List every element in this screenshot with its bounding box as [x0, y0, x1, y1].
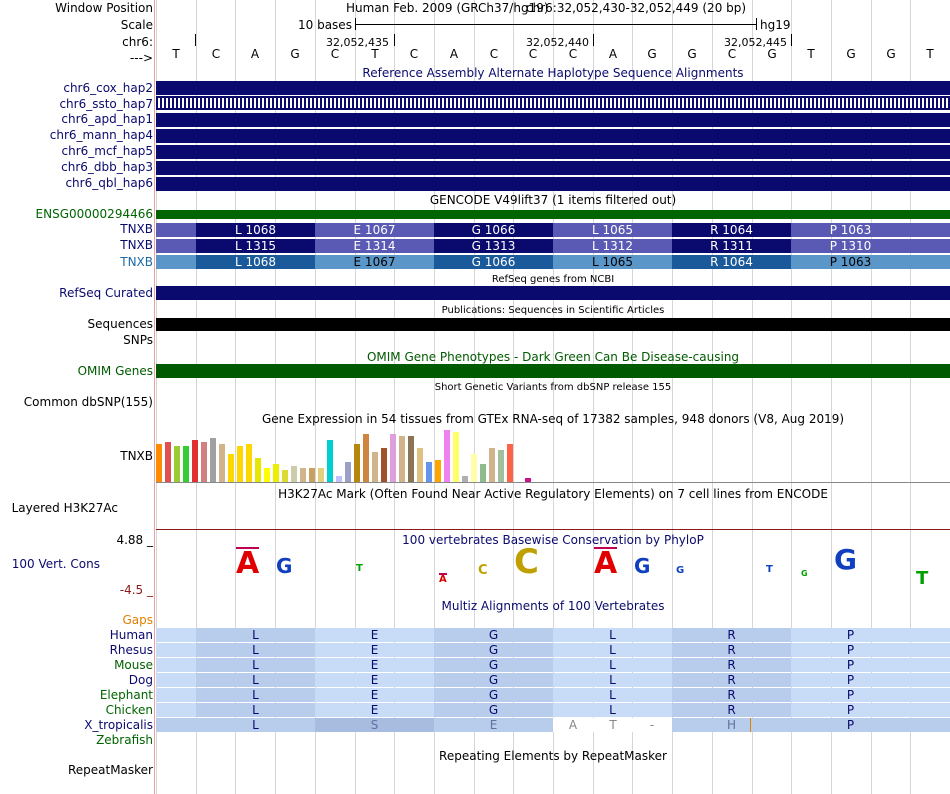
scale-bases: 10 bases [298, 18, 352, 32]
gtex-tissue-bar[interactable] [381, 448, 387, 482]
multiz-aa: L [609, 643, 616, 657]
multiz-aa: R [672, 628, 791, 642]
multiz-aa: R [672, 658, 791, 672]
hap-label-dbb[interactable]: chr6_dbb_hap3 [61, 160, 153, 174]
species-rhesus[interactable]: Rhesus [109, 643, 153, 657]
xtrop-aa: S [315, 718, 434, 732]
base-letter: C [727, 47, 737, 61]
base-letter: T [926, 47, 934, 61]
gtex-tissue-bar[interactable] [363, 434, 369, 482]
tnxb-codon[interactable]: E 1314 [315, 239, 434, 253]
snps-label[interactable]: SNPs [123, 333, 153, 347]
cons-top-value: 4.88 _ [116, 533, 153, 547]
hap-label-qbl[interactable]: chr6_qbl_hap6 [65, 176, 153, 190]
multiz-aa: G [434, 688, 553, 702]
gtex-gene-label[interactable]: TNXB [120, 449, 153, 463]
gtex-tissue-bar[interactable] [345, 462, 351, 482]
gtex-expression-bars[interactable] [156, 428, 536, 482]
alt-haplo-title[interactable]: Reference Assembly Alternate Haplotype Sequence Alignments [362, 66, 744, 80]
repeat-title[interactable]: Repeating Elements by RepeatMasker [439, 749, 667, 763]
refseq-bar[interactable] [156, 286, 950, 300]
hap-label-ssto[interactable]: chr6_ssto_hap7 [59, 97, 153, 111]
gtex-tissue-bar[interactable] [471, 454, 477, 482]
track-display-area[interactable] [156, 0, 950, 794]
tnxb-codon[interactable]: L 1315 [196, 239, 315, 253]
hap-label-cox[interactable]: chr6_cox_hap2 [63, 81, 153, 95]
tnxb-codon[interactable]: P 1310 [791, 239, 910, 253]
base-letter: C [528, 47, 538, 61]
multiz-row[interactable] [156, 643, 950, 657]
hap-bar-ssto[interactable] [156, 96, 950, 110]
base-letter: G [290, 47, 300, 61]
cons-label[interactable]: 100 Vert. Cons [11, 557, 100, 571]
phylop-logo-letter: A [594, 546, 618, 581]
xtrop-aa: H [672, 718, 791, 732]
repeatmasker-label[interactable]: RepeatMasker [67, 763, 153, 777]
multiz-aa: P [846, 688, 855, 702]
gtex-tissue-bar[interactable] [318, 468, 324, 482]
xtrop-aa: T [593, 718, 633, 732]
tnxb-row-3[interactable] [156, 255, 950, 269]
gtex-tissue-bar[interactable] [273, 464, 279, 482]
hap-label-mcf[interactable]: chr6_mcf_hap5 [61, 144, 153, 158]
gtex-tissue-bar[interactable] [183, 446, 189, 482]
gtex-tissue-bar[interactable] [219, 444, 225, 482]
gtex-tissue-bar[interactable] [309, 468, 315, 482]
tnxb-row-1[interactable] [156, 223, 950, 237]
gtex-tissue-bar[interactable] [489, 448, 495, 482]
species-dog[interactable]: Dog [128, 673, 153, 687]
sequences-bar[interactable] [156, 318, 950, 331]
coord-tick [791, 34, 792, 46]
multiz-aa: L [609, 703, 616, 717]
multiz-row[interactable] [156, 673, 950, 687]
tnxb-codon[interactable]: R 1311 [672, 239, 791, 253]
base-letter: G [767, 47, 777, 61]
multiz-aa: E [370, 628, 379, 642]
base-letter: G [647, 47, 657, 61]
tnxb-codon[interactable]: L 1068 [196, 255, 315, 269]
multiz-aa: L [196, 658, 315, 672]
tnxb-label-3[interactable]: TNXB [120, 255, 153, 269]
multiz-aa: E [370, 658, 379, 672]
gtex-tissue-bar[interactable] [165, 442, 171, 482]
multiz-aa: E [370, 643, 379, 657]
scale-db: hg19 [760, 18, 791, 32]
species-mouse[interactable]: Mouse [114, 658, 153, 672]
multiz-aa: L [196, 703, 315, 717]
base-letter: T [807, 47, 815, 61]
xtrop-aa: - [632, 718, 672, 732]
multiz-aa: L [196, 673, 315, 687]
xtrop-aa: P [846, 718, 855, 732]
coord-tick [394, 34, 395, 46]
scale-label: Scale [120, 18, 153, 32]
tnxb-codon[interactable]: E 1067 [315, 255, 434, 269]
dbsnp-label[interactable]: Common dbSNP(155) [23, 395, 153, 409]
gtex-tissue-bar[interactable] [372, 452, 378, 482]
h3k27-title[interactable]: H3K27Ac Mark (Often Found Near Active Regulatory Elements) on 7 cell lines from ENCODE [278, 487, 828, 501]
coord-tick [593, 34, 594, 46]
base-letter: C [409, 47, 419, 61]
multiz-aa: P [846, 628, 855, 642]
gtex-tissue-bar[interactable] [498, 450, 504, 482]
coord-3: 32,052,445 [724, 36, 787, 49]
species-zebrafish[interactable]: Zebrafish [96, 733, 153, 747]
tnxb-codon[interactable]: R 1064 [672, 223, 791, 237]
xtrop-aa: L [252, 718, 259, 732]
hap-bar-cox[interactable] [156, 81, 950, 95]
hap-bar-mcf[interactable] [156, 145, 950, 159]
gtex-tissue-bar[interactable] [237, 446, 243, 482]
tnxb-row-2[interactable] [156, 239, 950, 253]
multiz-row[interactable] [156, 688, 950, 702]
gtex-tissue-bar[interactable] [480, 464, 486, 482]
gtex-tissue-bar[interactable] [354, 444, 360, 482]
gtex-tissue-bar[interactable] [156, 444, 162, 482]
multiz-aa: G [434, 658, 553, 672]
chr-label: chr6: [122, 35, 153, 49]
phylop-logo-letter: G [801, 569, 808, 578]
multiz-aa: E [370, 688, 379, 702]
gtex-title[interactable]: Gene Expression in 54 tissues from GTEx RNA-seq of 17382 samples, 948 donors (V8, Aug 2019) [261, 412, 845, 426]
coord-2: 32,052,440 [526, 36, 589, 49]
tnxb-label-2[interactable]: TNXB [120, 238, 153, 252]
base-letter: T [371, 47, 379, 61]
base-letter: A [449, 47, 459, 61]
multiz-aa: L [609, 658, 616, 672]
phylop-logo-letter: G [834, 543, 857, 576]
base-letter: C [489, 47, 499, 61]
gtex-tissue-bar[interactable] [282, 470, 288, 482]
base-letter: C [211, 47, 221, 61]
gtex-tissue-bar[interactable] [300, 468, 306, 482]
tnxb-codon[interactable]: G 1066 [434, 223, 553, 237]
sequences-label[interactable]: Sequences [87, 317, 153, 331]
multiz-aa: R [672, 643, 791, 657]
tnxb-codon[interactable]: G 1066 [434, 255, 553, 269]
multiz-aa: L [609, 688, 616, 702]
h3k27-label[interactable]: Layered H3K27Ac [11, 501, 118, 515]
multiz-aa: L [196, 688, 315, 702]
tnxb-codon[interactable]: P 1063 [791, 255, 910, 269]
hap-bar-apd[interactable] [156, 113, 950, 127]
gtex-tissue-bar[interactable] [444, 430, 450, 482]
multiz-aa: P [846, 673, 855, 687]
multiz-row[interactable] [156, 718, 950, 732]
scale-bar [355, 18, 757, 30]
gencode-title[interactable]: GENCODE V49lift37 (1 items filtered out) [429, 193, 677, 207]
base-letter: G [687, 47, 697, 61]
omim-title[interactable]: OMIM Gene Phenotypes - Dark Green Can Be Disease-causing [366, 350, 740, 364]
gtex-tissue-bar[interactable] [255, 458, 261, 482]
multiz-aa: G [434, 673, 553, 687]
track-label-column [0, 0, 155, 794]
gtex-tissue-bar[interactable] [390, 434, 396, 482]
xtrop-aa: A [553, 718, 593, 732]
ensg-label[interactable]: ENSG00000294466 [35, 207, 153, 221]
multiz-aa: P [846, 643, 855, 657]
tnxb-label-1[interactable]: TNXB [120, 222, 153, 236]
gtex-tissue-bar[interactable] [210, 438, 216, 482]
dbsnp-title[interactable]: Short Genetic Variants from dbSNP release 155 [434, 382, 672, 393]
phylop-logo-letter: G [276, 554, 293, 578]
multiz-aa: R [672, 673, 791, 687]
strand-arrow-label: ---> [129, 51, 153, 65]
window-position-label: Window Position [55, 1, 153, 15]
gtex-tissue-bar[interactable] [399, 436, 405, 482]
omim-bar[interactable] [156, 364, 950, 378]
gtex-tissue-bar[interactable] [291, 466, 297, 482]
gtex-tissue-bar[interactable] [327, 440, 333, 482]
phylop-logo-letter: G [634, 554, 651, 578]
multiz-aa: R [672, 688, 791, 702]
tnxb-codon[interactable]: L 1065 [553, 255, 672, 269]
gtex-tissue-bar[interactable] [453, 432, 459, 482]
publications-title[interactable]: Publications: Sequences in Scientific Articles [441, 305, 665, 316]
multiz-aa: L [609, 673, 616, 687]
phylop-logo-letter: C [514, 542, 539, 582]
gtex-tissue-bar[interactable] [201, 442, 207, 482]
omim-label[interactable]: OMIM Genes [77, 364, 153, 378]
base-letter: G [846, 47, 856, 61]
multiz-aa: P [846, 658, 855, 672]
multiz-row[interactable] [156, 703, 950, 717]
ensg-bar[interactable] [156, 210, 950, 219]
multiz-aa: E [370, 673, 379, 687]
tnxb-codon[interactable]: P 1063 [791, 223, 910, 237]
hap-label-apd[interactable]: chr6_apd_hap1 [61, 112, 153, 126]
gtex-tissue-bar[interactable] [516, 442, 522, 482]
position-range: chr6:32,052,430-32,052,449 (20 bp) [526, 1, 747, 15]
species-xtropicalis[interactable]: X_tropicalis [84, 718, 153, 732]
xtrop-aa: E [434, 718, 553, 732]
label-divider [154, 0, 155, 794]
assembly-title: Human Feb. 2009 (GRCh37/hg19) [346, 1, 549, 15]
gtex-tissue-bar[interactable] [228, 454, 234, 482]
phylop-logo-letter: T [766, 564, 773, 575]
multiz-aa: R [672, 703, 791, 717]
coord-tick [195, 34, 196, 46]
tnxb-codon[interactable]: L 1065 [553, 223, 672, 237]
hap-label-mann[interactable]: chr6_mann_hap4 [49, 128, 153, 142]
base-letter: C [330, 47, 340, 61]
gaps-label[interactable]: Gaps [122, 613, 153, 627]
coord-1: 32,052,435 [326, 36, 389, 49]
multiz-row[interactable] [156, 628, 950, 642]
phylop-logo-letter: C [478, 563, 488, 578]
phylop-logo-letter: G [676, 565, 685, 576]
phylop-logo-letter: A [439, 574, 447, 585]
tnxb-codon[interactable]: G 1313 [434, 239, 553, 253]
base-letter: A [250, 47, 260, 61]
insertion-marker [750, 718, 751, 732]
multiz-aa: L [196, 643, 315, 657]
multiz-aa: G [434, 643, 553, 657]
gtex-tissue-bar[interactable] [426, 462, 432, 482]
multiz-aa: L [196, 628, 315, 642]
tnxb-codon[interactable]: L 1312 [553, 239, 672, 253]
multiz-aa: G [434, 628, 553, 642]
multiz-aa: L [609, 628, 616, 642]
hap-bar-dbb[interactable] [156, 161, 950, 175]
gtex-tissue-bar[interactable] [246, 444, 252, 482]
multiz-aa: G [434, 703, 553, 717]
phylop-logo-letter: T [356, 563, 363, 574]
multiz-aa: E [370, 703, 379, 717]
hap-bar-mann[interactable] [156, 129, 950, 143]
species-elephant[interactable]: Elephant [99, 688, 153, 702]
species-human[interactable]: Human [109, 628, 153, 642]
phylop-logo[interactable] [156, 540, 950, 596]
gtex-baseline [156, 482, 950, 483]
h3k27-baseline [156, 529, 950, 530]
gtex-tissue-bar[interactable] [192, 440, 198, 482]
gtex-tissue-bar[interactable] [408, 436, 414, 482]
gtex-tissue-bar[interactable] [417, 448, 423, 482]
hap-bar-qbl[interactable] [156, 177, 950, 191]
base-letter: C [568, 47, 578, 61]
multiz-title[interactable]: Multiz Alignments of 100 Vertebrates [441, 599, 665, 613]
tnxb-codon[interactable]: R 1064 [672, 255, 791, 269]
cons-bottom-value: -4.5 _ [119, 583, 153, 597]
phylop-logo-letter: T [916, 568, 929, 589]
tnxb-codon[interactable]: E 1067 [315, 223, 434, 237]
refseq-label[interactable]: RefSeq Curated [59, 286, 153, 300]
multiz-row[interactable] [156, 658, 950, 672]
phylop-logo-letter: A [236, 546, 260, 581]
gtex-tissue-bar[interactable] [174, 446, 180, 482]
multiz-aa: P [846, 703, 855, 717]
gtex-tissue-bar[interactable] [264, 468, 270, 482]
tnxb-codon[interactable]: L 1068 [196, 223, 315, 237]
base-letter: A [608, 47, 618, 61]
phylop-title[interactable]: 100 vertebrates Basewise Conservation by PhyloP [402, 533, 704, 547]
refseq-title[interactable]: RefSeq genes from NCBI [491, 274, 615, 285]
base-letter: G [886, 47, 896, 61]
base-letter: T [172, 47, 180, 61]
species-chicken[interactable]: Chicken [105, 703, 153, 717]
gtex-tissue-bar[interactable] [507, 444, 513, 482]
gtex-tissue-bar[interactable] [435, 460, 441, 482]
